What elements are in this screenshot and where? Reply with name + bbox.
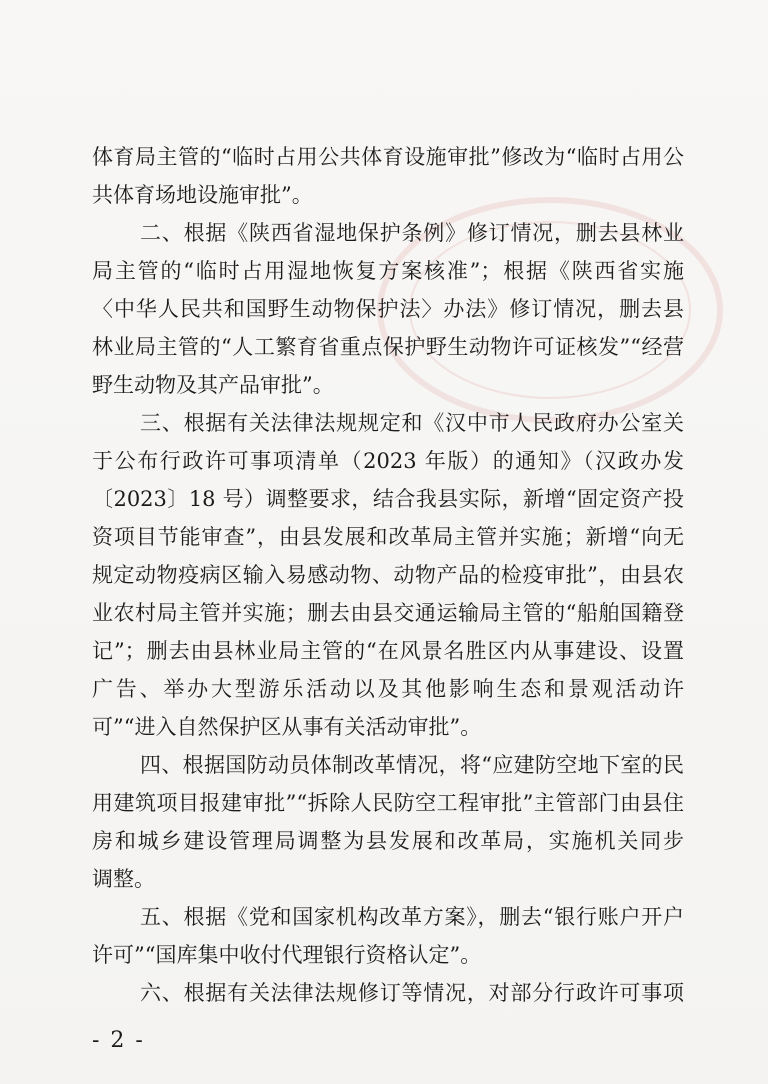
text-line: 体育局主管的“临时占用公共体育设施审批”修改为“临时占用公 xyxy=(92,145,684,169)
text-line: 野生动物及其产品审批”。 xyxy=(92,373,334,397)
text-line: 广告、举办大型游乐活动以及其他影响生态和景观活动许 xyxy=(92,677,684,701)
text-line: 记”；删去由县林业局主管的“在风景名胜区内从事建设、设置 xyxy=(92,639,684,663)
text-line: 可”“进入自然保护区从事有关活动审批”。 xyxy=(92,715,482,739)
page-number: - 2 - xyxy=(92,1028,145,1053)
text-line: 四、根据国防动员体制改革情况，将“应建防空地下室的民 xyxy=(140,753,684,777)
text-line: 许可”“国库集中收付代理银行资格认定”。 xyxy=(92,943,482,967)
text-line: 六、根据有关法律法规修订等情况，对部分行政许可事项 xyxy=(140,981,684,1005)
text-line: 资项目节能审查”，由县发展和改革局主管并实施；新增“向无 xyxy=(92,525,684,549)
text-line: 调整。 xyxy=(92,867,155,891)
text-line: 〔2023〕18 号）调整要求，结合我县实际，新增“固定资产投 xyxy=(92,487,684,511)
text-line: 五、根据《党和国家机构改革方案》，删去“银行账户开户 xyxy=(140,905,684,929)
text-line: 〈中华人民共和国野生动物保护法〉办法》修订情况，删去县 xyxy=(92,297,684,321)
text-line: 规定动物疫病区输入易感动物、动物产品的检疫审批”，由县农 xyxy=(92,563,684,587)
text-line: 三、根据有关法律法规规定和《汉中市人民政府办公室关 xyxy=(140,411,684,435)
text-line: 局主管的“临时占用湿地恢复方案核准”；根据《陕西省实施 xyxy=(92,259,684,283)
text-line: 林业局主管的“人工繁育省重点保护野生动物许可证核发”“经营 xyxy=(92,335,684,359)
text-line: 共体育场地设施审批”。 xyxy=(92,183,313,207)
text-line: 二、根据《陕西省湿地保护条例》修订情况，删去县林业 xyxy=(140,221,684,245)
text-line: 房和城乡建设管理局调整为县发展和改革局，实施机关同步 xyxy=(92,829,684,853)
text-line: 用建筑项目报建审批”“拆除人民防空工程审批”主管部门由县住 xyxy=(92,791,684,815)
text-line: 业农村局主管并实施；删去由县交通运输局主管的“船舶国籍登 xyxy=(92,601,684,625)
text-line: 于公布行政许可事项清单（2023 年版）的通知》（汉政办发 xyxy=(92,449,684,473)
